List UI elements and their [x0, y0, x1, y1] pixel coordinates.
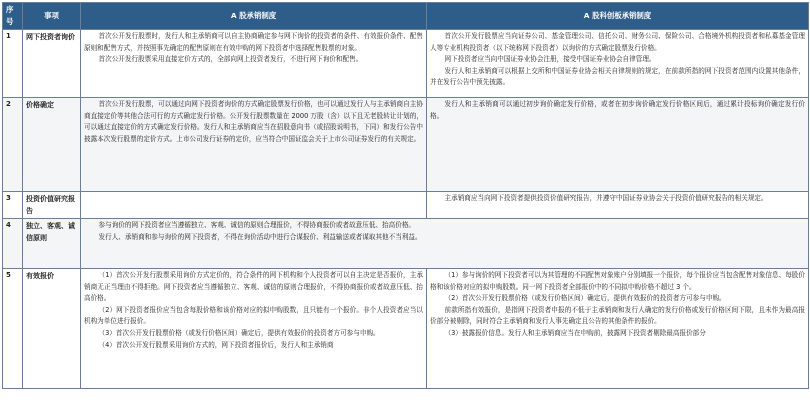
paragraph: （3）披露报价信息。发行人和主承销商应当在申购前，披露网下投资者剔除最高报价部分	[444, 328, 706, 337]
a-share-cell	[81, 269, 427, 389]
star-market-cell	[427, 30, 809, 98]
paragraph: （3）首次公开发行股票价格（或发行价格区间）确定后，提供有效报价的投资者方可参与申购。	[98, 328, 380, 337]
paragraph: 主承销商应当向网下投资者提供投资价值研究报告，并遵守中国证券业协会关于投资价值研究报告的相关规定。	[444, 194, 768, 202]
row-seq: 3	[3, 192, 23, 219]
a-share-cell	[81, 98, 427, 192]
header-seq: 序号	[3, 3, 23, 30]
star-market-cell	[427, 98, 809, 192]
paragraph: （2）首次公开发行股票价格（或发行价格区间）确定后，提供有效报价的投资者方可参与申购。	[444, 294, 726, 303]
paragraph: 发行人、承销商和参与询价的网下投资者，不得在询价活动中进行合谋报价、利益输送或者谋取其他不当利益。	[98, 232, 422, 241]
paragraph: （2）网下投资者报价应当包含每股价格和该价格对应的拟申购股数，且只能有一个报价。非个人投资者应当以机构为单位进行报价。	[84, 305, 423, 326]
paragraph: 前款所指有效报价，是指网下投资者申报的不低于主承销商和发行人确定的发行价格或发行价格区间下限，且未作为最高报价部分被剔除，同时符合主承销商和发行人事先确定且公告的其他条件的报价。	[430, 305, 805, 326]
paragraph: （4）首次公开发行股票采用询价方式的，网下投资者报价后，发行人和主承销商	[98, 340, 334, 349]
row-item: 价格确定	[23, 98, 81, 192]
row-item: 网下投资者询价	[23, 30, 81, 98]
paragraph: 首次公开发行股票应当向证券公司、基金管理公司、信托公司、财务公司、保险公司、合格境外机构投资者和私募基金管理人等专业机构投资者（以下统称网下投资者）以询价的方式确定股票发行价格。	[430, 32, 805, 52]
table-row	[3, 192, 809, 219]
a-share-cell	[81, 30, 427, 98]
row-seq: 5	[3, 269, 23, 389]
table-row	[3, 30, 809, 98]
paragraph: 网下投资者应当向中国证券业协会注册，接受中国证券业协会自律管理。	[444, 55, 656, 64]
paragraph: （1）首次公开发行股票采用询价方式定价的，符合条件的网下机构和个人投资者可以自主决定是否报价，主承销商无正当理由不得拒绝。网下投资者应当遵循独立、客观、诚信的原则合理报价，不得协商报价或者故意压低、抬高价格。	[84, 271, 423, 303]
row-seq: 2	[3, 98, 23, 192]
row-item: 独立、客观、诚信原则	[23, 219, 81, 269]
row-seq: 4	[3, 219, 23, 269]
header-a-share: A 股承销制度	[81, 3, 427, 30]
star-market-cell	[427, 192, 809, 219]
paragraph: 首次公开发行股票采用直接定价方式的，全部向网上投资者发行，不进行网下询价和配售。	[98, 55, 363, 64]
star-market-cell	[427, 269, 809, 389]
paragraph: 发行人和主承销商可以根据上交所和中国证券业协会相关自律规则的规定，在前款所指的网下投资者范围内设置其他条件，并在发行公告中预先披露。	[430, 66, 805, 87]
regulation-table	[2, 2, 809, 389]
header-star-market: A 股科创板承销制度	[427, 3, 809, 30]
merged-cell	[81, 219, 809, 269]
table-row	[3, 269, 809, 389]
paragraph: 首次公开发行股票时，发行人和主承销商可以自主协商确定参与网下询价的投资者的条件、有效报价条件、配售原则和配售方式，并按照事先确定的配售原则在有效申购的网下投资者中选择配售股票的对象。	[84, 32, 423, 52]
paragraph: 参与询价的网下投资者应当遵循独立、客观、诚信的原则合理报价，不得协商报价或者故意压低、抬高价格。	[98, 221, 416, 229]
row-seq: 1	[3, 30, 23, 98]
row-item: 投资价值研究报告	[23, 192, 81, 219]
table-row	[3, 219, 809, 269]
a-share-cell	[81, 192, 427, 219]
paragraph: （1）参与询价的网下投资者可以为其管理的不同配售对象账户分别填报一个报价，每个报价应当包含配售对象信息、每股价格和该价格对应的拟申购股数。同一网下投资者全部报价中的不同拟申购价格不超过 3 个。	[430, 271, 805, 291]
row-item: 有效报价	[23, 269, 81, 389]
paragraph: 发行人和主承销商可以通过初步询价确定发行价格，或者在初步询价确定发行价格区间后，通过累计投标询价确定发行价格。	[430, 100, 805, 120]
table-row	[3, 98, 809, 192]
table-header-row	[3, 3, 809, 30]
paragraph: 首次公开发行股票，可以通过向网下投资者询价的方式确定股票发行价格，也可以通过发行人与主承销商自主协商直接定价等其他合法可行的方式确定发行价格。公开发行股票数量在 2000 万股（含）以下且无老股转让计划的，可以通过直接定价的方式确定发行价格。发行人和主承销商应当在招股意向书（或招股说明书，下同）和发行公告中披露本次发行股票的定价方式。上市公司发行证券的定价，应当符合中国证监会关于上市公司证券发行的有关规定。	[84, 100, 423, 143]
header-item: 事项	[23, 3, 81, 30]
